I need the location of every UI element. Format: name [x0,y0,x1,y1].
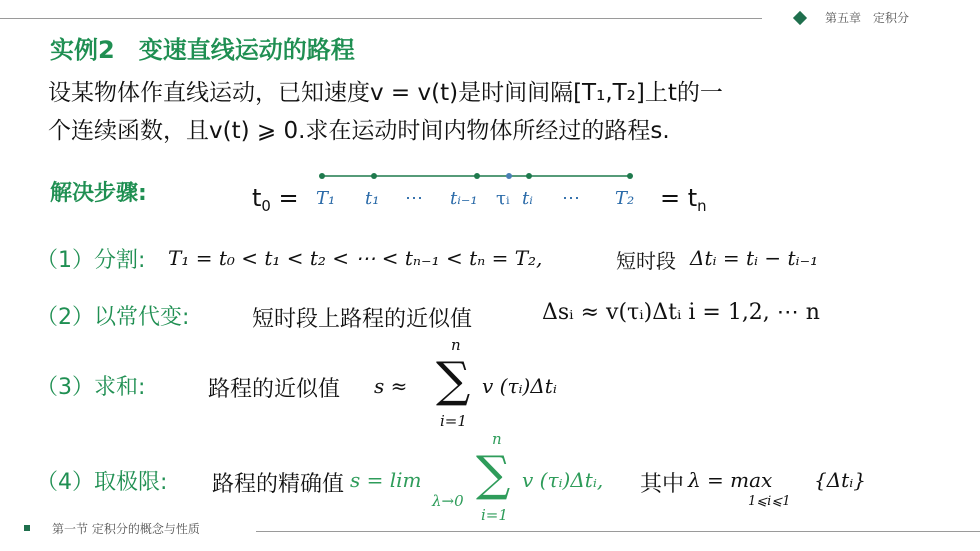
step1-math: T₁ = t₀ < t₁ < t₂ < ⋯ < tₙ₋₁ < tₙ = T₂, [168,246,543,270]
step4-tail-braces: {Δtᵢ} [814,468,866,492]
slide-title: 实例2 变速直线运动的路程 [50,36,355,64]
step4-math-left: s = lim [350,468,422,492]
timeline-axis [310,168,650,214]
intro-line-2: 个连续函数，且v(t) ⩾ 0.求在运动时间内物体所经过的路程s. [48,118,670,144]
timeline-dot [474,173,480,179]
step1-label: （1）分割: [36,248,146,273]
timeline-right [660,184,707,215]
step4-sum-top: n [492,430,502,448]
step2-text: 短时段上路程的近似值 [252,307,473,332]
timeline-right-sub: n [697,197,707,216]
timeline-label-ti-1: tᵢ₋₁ [450,188,478,209]
timeline-label-t1: t₁ [365,188,380,209]
step3-math-right: v (τᵢ)Δtᵢ [482,374,557,398]
step3-sum-bottom: i=1 [440,412,467,430]
step1-tail: Δtᵢ = tᵢ − tᵢ₋₁ [690,246,819,270]
step3-label: （3）求和: [36,375,146,400]
step3-math-left: s ≈ [374,374,408,398]
footer-rule [256,531,980,532]
timeline-dot [526,173,532,179]
solution-label: 解决步骤: [50,181,147,206]
footer-section: 第一节 定积分的概念与性质 [52,522,200,536]
sigma-icon: ∑ [476,446,511,502]
header-rule [0,18,762,19]
step4-sum-bottom: i=1 [481,506,508,524]
step1-text: 短时段 [616,249,676,273]
timeline-left: $t_0$ = [252,184,299,216]
step4-label: （4）取极限: [36,470,168,495]
step2-label: （2）以常代变: [36,305,190,330]
timeline-ellipsis: ⋯ [405,188,423,209]
footer-bullet-icon [24,525,30,531]
timeline-label-T2: T₂ [615,188,635,209]
timeline-label-ti: tᵢ [522,188,533,209]
chapter-label: 第五章 定积分 [825,11,910,25]
step4-tail-math: λ = max [688,468,773,492]
timeline-label-tau: τᵢ [496,188,510,209]
sigma-icon: ∑ [436,352,471,408]
step3-text: 路程的近似值 [208,377,341,402]
timeline-dot [506,173,512,179]
intro-line-1: 设某物体作直线运动，已知速度v = v(t)是时间间隔[T₁,T₂]上t的一 [48,80,723,106]
step2-math: Δsᵢ ≈ v(τᵢ)Δtᵢ i = 1,2, ⋯ n [542,300,820,325]
timeline-left-var: t [252,184,262,212]
timeline-dot [371,173,377,179]
step4-math-right: v (τᵢ)Δtᵢ, [522,468,604,492]
timeline-left-sub: 0 [261,197,271,216]
step3-sum-top: n [451,336,461,354]
timeline-ellipsis: ⋯ [562,188,580,209]
step4-text: 路程的精确值 [212,472,345,497]
step4-lim-sub: λ→0 [432,492,464,510]
step4-max-sub: 1⩽i⩽1 [748,494,791,509]
timeline-right-var: = t [660,184,698,212]
diamond-icon [793,11,807,25]
timeline-dot [627,173,633,179]
step4-tail-text: 其中 [640,472,685,497]
timeline-dot [319,173,325,179]
timeline-label-T1: T₁ [316,188,336,209]
